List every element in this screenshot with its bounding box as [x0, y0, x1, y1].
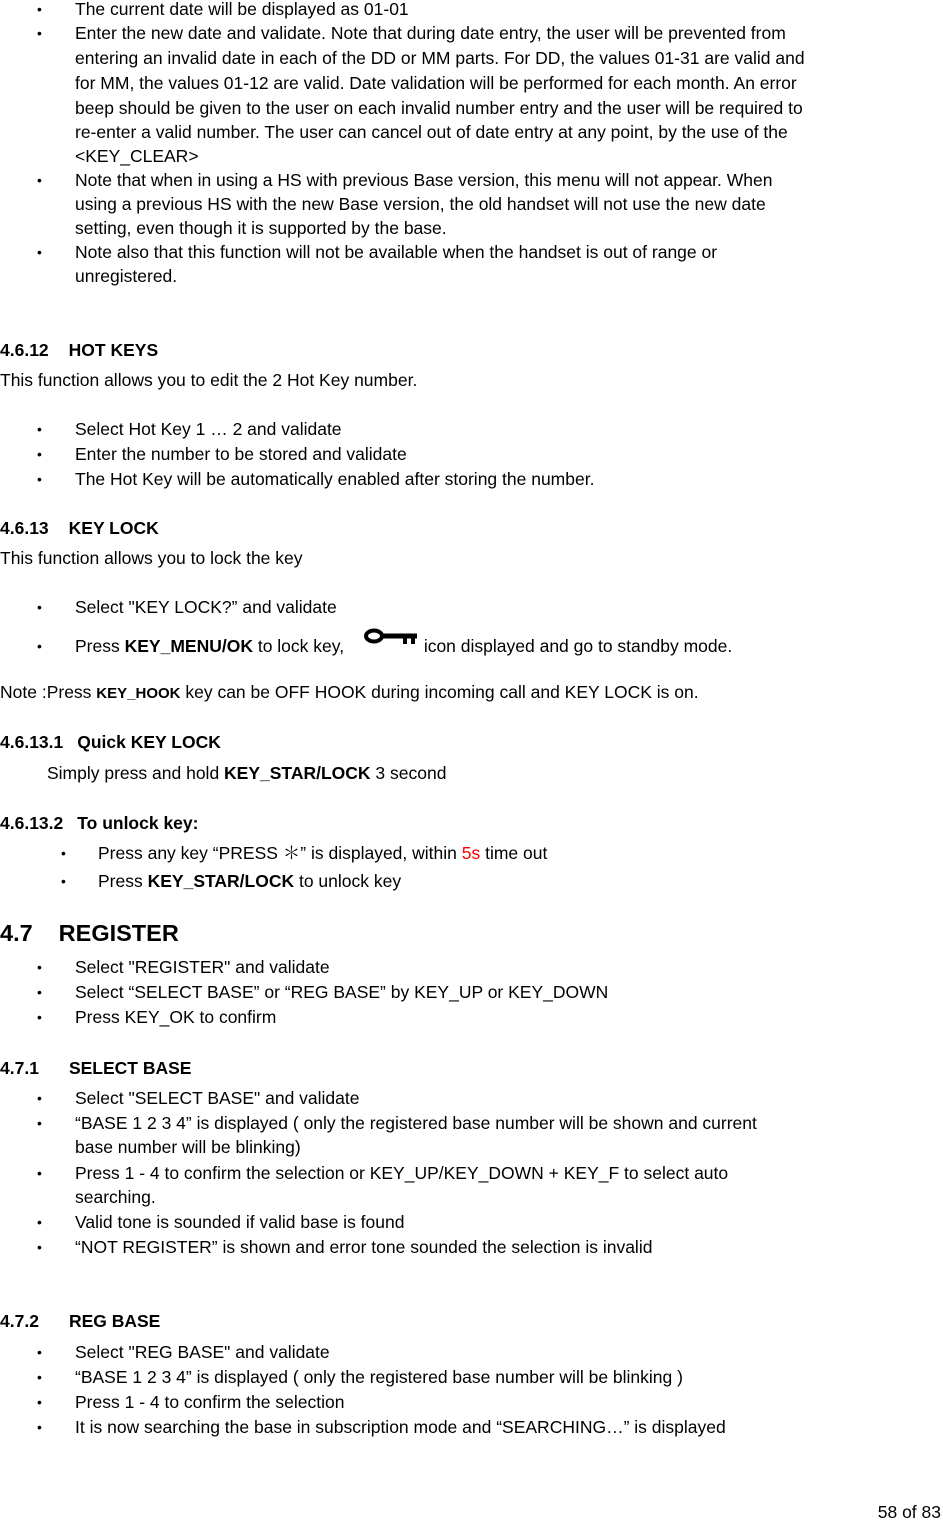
section-title: KEY LOCK [68, 518, 159, 538]
paragraph: Simply press and hold KEY_STAR/LOCK 3 second [47, 763, 447, 783]
section-number: 4.7.1 [0, 1058, 39, 1078]
section-number: 4.7.2 [0, 1311, 39, 1331]
list-item: Select "REGISTER" and validate [75, 957, 330, 977]
key-icon [363, 628, 419, 652]
bullet-dot: • [37, 1009, 42, 1025]
list-item: Note that when in using a HS with previous Base version, this menu will not appear. When [75, 170, 773, 190]
list-item: Press KEY_OK to confirm [75, 1007, 277, 1027]
bullet-dot: • [37, 1419, 42, 1435]
bullet-dot: • [37, 984, 42, 1000]
list-item-line: entering an invalid date in each of the DD or MM parts. For DD, the values 01-31 are valid and [75, 48, 805, 68]
bullet-dot: • [37, 599, 42, 615]
bullet-dot: • [61, 845, 66, 861]
bullet-dot: • [37, 1214, 42, 1230]
section-heading-quick-key-lock [0, 730, 221, 754]
section-heading-key-lock [0, 516, 159, 540]
bullet-dot: • [37, 421, 42, 437]
section-title: REGISTER [58, 920, 179, 946]
bullet-dot: • [37, 1090, 42, 1106]
list-item: Press 1 - 4 to confirm the selection or KEY_UP/KEY_DOWN + KEY_F to select auto [75, 1163, 729, 1183]
list-item-line: beep should be given to the user on each invalid number entry and the user will be required to [75, 98, 803, 118]
list-item-line: <KEY_CLEAR> [75, 146, 199, 166]
key-name: KEY_STAR/LOCK [224, 763, 371, 783]
section-number: 4.6.12 [0, 340, 49, 360]
timeout-value: 5s [461, 843, 481, 863]
list-item: Press KEY_STAR/LOCK to unlock key [98, 871, 402, 891]
section-number: 4.6.13 [0, 518, 49, 538]
list-item: Select Hot Key 1 … 2 and validate [75, 419, 342, 439]
section-number: 4.7 [0, 920, 33, 946]
paragraph: This function allows you to edit the 2 Hot Key number. [0, 370, 418, 390]
list-item: Enter the new date and validate. Note that during date entry, the user will be prevented from [75, 23, 786, 43]
list-item: Enter the number to be stored and validate [75, 444, 407, 464]
section-heading-unlock [0, 811, 198, 835]
section-heading-register [0, 919, 179, 947]
section-number: 4.6.13.1 [0, 732, 64, 752]
bullet-dot: • [37, 638, 42, 654]
section-title: To unlock key: [77, 813, 199, 833]
bullet-dot: • [37, 1, 42, 17]
section-title: REG BASE [68, 1311, 161, 1331]
list-item: Press KEY_MENU/OK to lock key, icon displayed and go to standby mode. [75, 634, 732, 658]
section-heading-reg-base [0, 1309, 160, 1333]
note-paragraph: Note :Press KEY_HOOK key can be OFF HOOK during incoming call and KEY LOCK is on. [0, 682, 699, 702]
list-item: The current date will be displayed as 01-01 [75, 0, 409, 19]
key-name: KEY_MENU/OK [124, 636, 253, 656]
paragraph: This function allows you to lock the key [0, 548, 303, 568]
list-item: Select "SELECT BASE" and validate [75, 1088, 360, 1108]
section-title: Quick KEY LOCK [77, 732, 221, 752]
key-name: KEY_STAR/LOCK [147, 871, 295, 891]
list-item-line: searching. [75, 1187, 156, 1207]
list-item: Select "KEY LOCK?” and validate [75, 597, 337, 617]
bullet-dot: • [37, 446, 42, 462]
list-item-line: for MM, the values 01-12 are valid. Date validation will be performed for each month. An error [75, 73, 797, 93]
bullet-dot: • [37, 1239, 42, 1255]
list-item: Valid tone is sounded if valid base is found [75, 1212, 405, 1232]
bullet-dot: • [61, 873, 66, 889]
list-item: Note also that this function will not be available when the handset is out of range or [75, 242, 718, 262]
bullet-dot: • [37, 244, 42, 260]
section-heading-select-base [0, 1056, 191, 1080]
list-item: Press any key “PRESS ＊” is displayed, within 5s time out [98, 843, 548, 863]
list-item-line: setting, even though it is supported by the base. [75, 218, 447, 238]
key-name: KEY_HOOK [96, 685, 181, 702]
list-item-line: re-enter a valid number. The user can cancel out of date entry at any point, by the use of the [75, 122, 788, 142]
list-item-line: base number will be blinking) [75, 1137, 301, 1157]
section-number: 4.6.13.2 [0, 813, 64, 833]
section-heading-hot-keys [0, 338, 158, 362]
bullet-dot: • [37, 1165, 42, 1181]
list-item: “BASE 1 2 3 4” is displayed ( only the registered base number will be shown and current [75, 1113, 757, 1133]
list-item: It is now searching the base in subscription mode and “SEARCHING…” is displayed [75, 1417, 726, 1437]
section-title: HOT KEYS [68, 340, 159, 360]
bullet-dot: • [37, 172, 42, 188]
list-item-line: unregistered. [75, 266, 178, 286]
bullet-dot: • [37, 1344, 42, 1360]
list-item: Press 1 - 4 to confirm the selection [75, 1392, 345, 1412]
section-title: SELECT BASE [68, 1058, 192, 1078]
bullet-dot: • [37, 959, 42, 975]
list-item: “NOT REGISTER” is shown and error tone sounded the selection is invalid [75, 1237, 653, 1257]
list-item: “BASE 1 2 3 4” is displayed ( only the registered base number will be blinking ) [75, 1367, 683, 1387]
bullet-dot: • [37, 25, 42, 41]
list-item: Select "REG BASE" and validate [75, 1342, 330, 1362]
bullet-dot: • [37, 1369, 42, 1385]
list-item-line: using a previous HS with the new Base version, the old handset will not use the new date [75, 194, 766, 214]
page-number: 58 of 83 [877, 1502, 941, 1522]
bullet-dot: • [37, 1115, 42, 1131]
list-item: Select “SELECT BASE” or “REG BASE” by KEY_UP or KEY_DOWN [75, 982, 609, 1002]
bullet-dot: • [37, 471, 42, 487]
list-item: The Hot Key will be automatically enabled after storing the number. [75, 469, 595, 489]
bullet-dot: • [37, 1394, 42, 1410]
